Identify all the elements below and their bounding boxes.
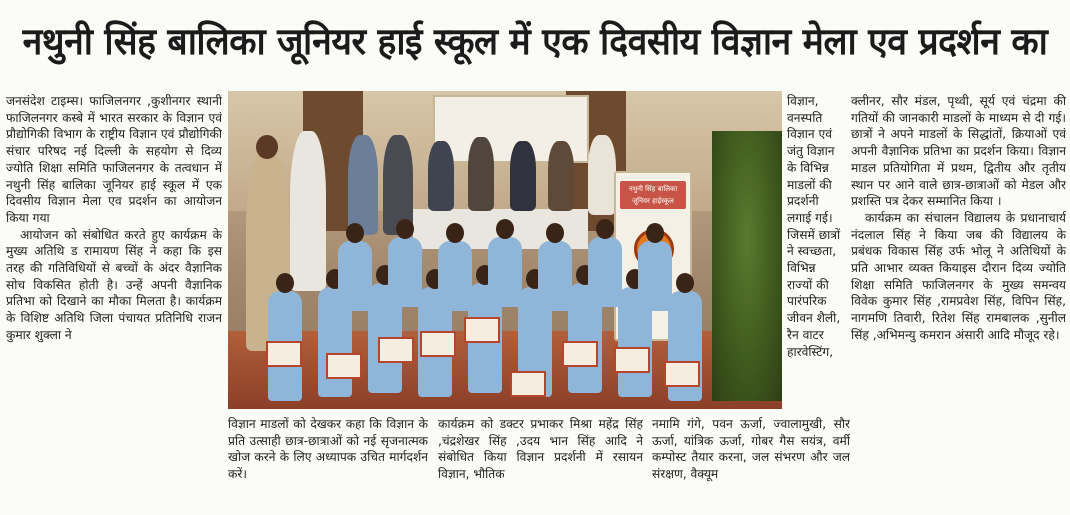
- photo-student: [588, 237, 622, 307]
- headline: नथुनी सिंह बालिका जूनियर हाई स्कूल में एक दिवसीय विज्ञान मेला एव प्रदर्शन का: [22, 20, 1048, 63]
- column5-line: माडलों की: [787, 177, 832, 192]
- photo-person: [428, 141, 454, 211]
- photo-student: [538, 241, 572, 311]
- column1-paragraph-1: जनसंदेश टाइम्स। फाजिलनगर ,कुशीनगर स्थानी फाजिलनगर कस्बे में भारत सरकार के विज्ञान एवं प्रौद्योगिकी विभाग के राष्ट्रीय विज्ञान एवं प्रौद्योगिकी संचार परिषद नई दिल्ली के सहयोग से दिव्य ज्योति शिक्षा समिति फाजिलनगर के तत्वधान में नथुनी सिंह बालिका जूनियर हाई स्कूल में एक दिवसीय विज्ञान मेला एव प्रदर्शन का आयोजन किया गया: [6, 94, 222, 225]
- photo-certificate: [664, 361, 700, 387]
- column5-line: प्रदर्शनी: [787, 194, 819, 209]
- article-column-3: [438, 416, 643, 509]
- event-photo: [228, 91, 782, 409]
- photo-certificate: [562, 341, 598, 367]
- photo-plant: [712, 131, 782, 401]
- photo-certificate: [510, 371, 546, 397]
- photo-student: [388, 237, 422, 307]
- column5-line: लगाई गई।: [787, 210, 833, 225]
- column5-line: ने स्वच्छता,: [787, 244, 837, 259]
- photo-certificate: [420, 331, 456, 357]
- standee-label: नथुनी सिंह बालिका जूनियर हाईस्कूल: [620, 181, 686, 209]
- photo-person: [510, 141, 536, 211]
- column6-paragraph-2: कार्यक्रम का संचालन विद्यालय के प्रधानाचार्य नंदलाल सिंह ने किया जब की विद्यालय के प्रबंधक विकास सिंह उर्फ भोलू ने अतिथियों के प्रति आभार व्यक्त कियाइस दौरान दिव्य ज्योति शिक्षा समिति फाजिलनगर के मुख्य समन्वय विवेक कुमार सिंह ,रामप्रवेश सिंह, विपिन सिंह, नागमणि तिवारी, रितेश सिंह रामबालक ,सुनील सिंह ,अभिमन्यु कमरान अंसारी आदि मौजूद रहे।: [851, 210, 1066, 342]
- photo-person: [548, 141, 574, 211]
- column5-line: वनस्पति: [787, 110, 823, 125]
- photo-certificate: [464, 317, 500, 343]
- column5-line: जीवन शैली,: [787, 311, 841, 326]
- photo-person: [588, 135, 616, 215]
- article-column-4: [652, 416, 850, 509]
- photo-person-head: [256, 135, 278, 159]
- column5-line: विज्ञान,: [787, 94, 819, 108]
- article-column-5: [787, 93, 845, 411]
- article-column-2: [228, 416, 428, 509]
- article-column-1: [6, 93, 222, 509]
- photo-student: [638, 241, 672, 311]
- photo-certificate: [378, 337, 414, 363]
- column5-line: जंतु विज्ञान: [787, 144, 835, 159]
- photo-person: [348, 135, 378, 235]
- column5-line: पारंपरिक: [787, 294, 827, 309]
- column5-line: विज्ञान एवं: [787, 127, 833, 142]
- column5-line: के विभिन्न: [787, 160, 829, 175]
- column5-line: रैन वाटर: [787, 327, 824, 342]
- photo-student: [338, 241, 372, 311]
- photo-person: [468, 137, 494, 211]
- photo-certificate: [614, 347, 650, 373]
- photo-person: [290, 131, 326, 291]
- photo-certificate: [266, 341, 302, 367]
- column3-text: कार्यक्रम को डक्टर प्रभाकर मिश्रा महेंद्र सिंह ,चंद्रशेखर सिंह ,उदय भान सिंह आदि ने संबोधित किया विज्ञान प्रदर्शनी में रसायन विज्ञान, भौतिक: [438, 417, 643, 482]
- photo-student: [438, 241, 472, 311]
- column5-line: विभिन्न: [787, 261, 816, 276]
- column5-line: जिसमें छात्रों: [787, 227, 841, 242]
- column5-line: हारवेस्टिंग,: [787, 344, 834, 359]
- column2-text: विज्ञान माडलों को देखकर कहा कि विज्ञान के प्रति उत्साही छात्र-छात्राओं को नई सृजनात्मक खोज करने के लिए अध्यापक उचित मार्गदर्शन करें।: [228, 417, 428, 482]
- column5-line: राज्यों की: [787, 277, 829, 292]
- column1-paragraph-2: आयोजन को संबोधित करते हुए कार्यक्रम के मुख्य अतिथि ड रामायण सिंह ने कहा कि इस तरह की गतिविधियों से बच्चों के अंदर वैज्ञानिक सोच विकसित होती है। उन्हें अपनी वैज्ञानिक प्रतिभा को दिखाने का मौका मिलता है। कार्यक्रम के विशिष्ट अतिथि जिला पंचायत प्रतिनिधि राजन कुमार शुक्ला ने: [6, 227, 222, 342]
- column4-text: नमामि गंगे, पवन ऊर्जा, ज्वालामुखी, सौर ऊर्जा, यांत्रिक ऊर्जा, गोबर गैस सयंत्र, वर्मी कम्पोस्ट तैयार करना, जल संभरण और जल संरक्षण, वैक्यूम: [652, 417, 850, 482]
- photo-student: [488, 237, 522, 307]
- column6-paragraph-1: क्लीनर, सौर मंडल, पृथ्वी, सूर्य एवं चंद्रमा की गतियों की जानकारी माडलों के माध्यम से दी गई। छात्रों ने अपने माडलों के सिद्धांतों, क्रियाओं एवं अपनी वैज्ञानिक प्रतिभा का प्रदर्शन किया। विज्ञान माडल प्रतियोगिता में प्रथम, द्वितीय और तृतीय स्थान पर आने वाले छात्र-छात्राओं को मेडल और प्रशस्ति पत्र देकर सम्मानित किया ।: [851, 94, 1066, 209]
- article-column-6: [851, 93, 1066, 509]
- photo-certificate: [326, 353, 362, 379]
